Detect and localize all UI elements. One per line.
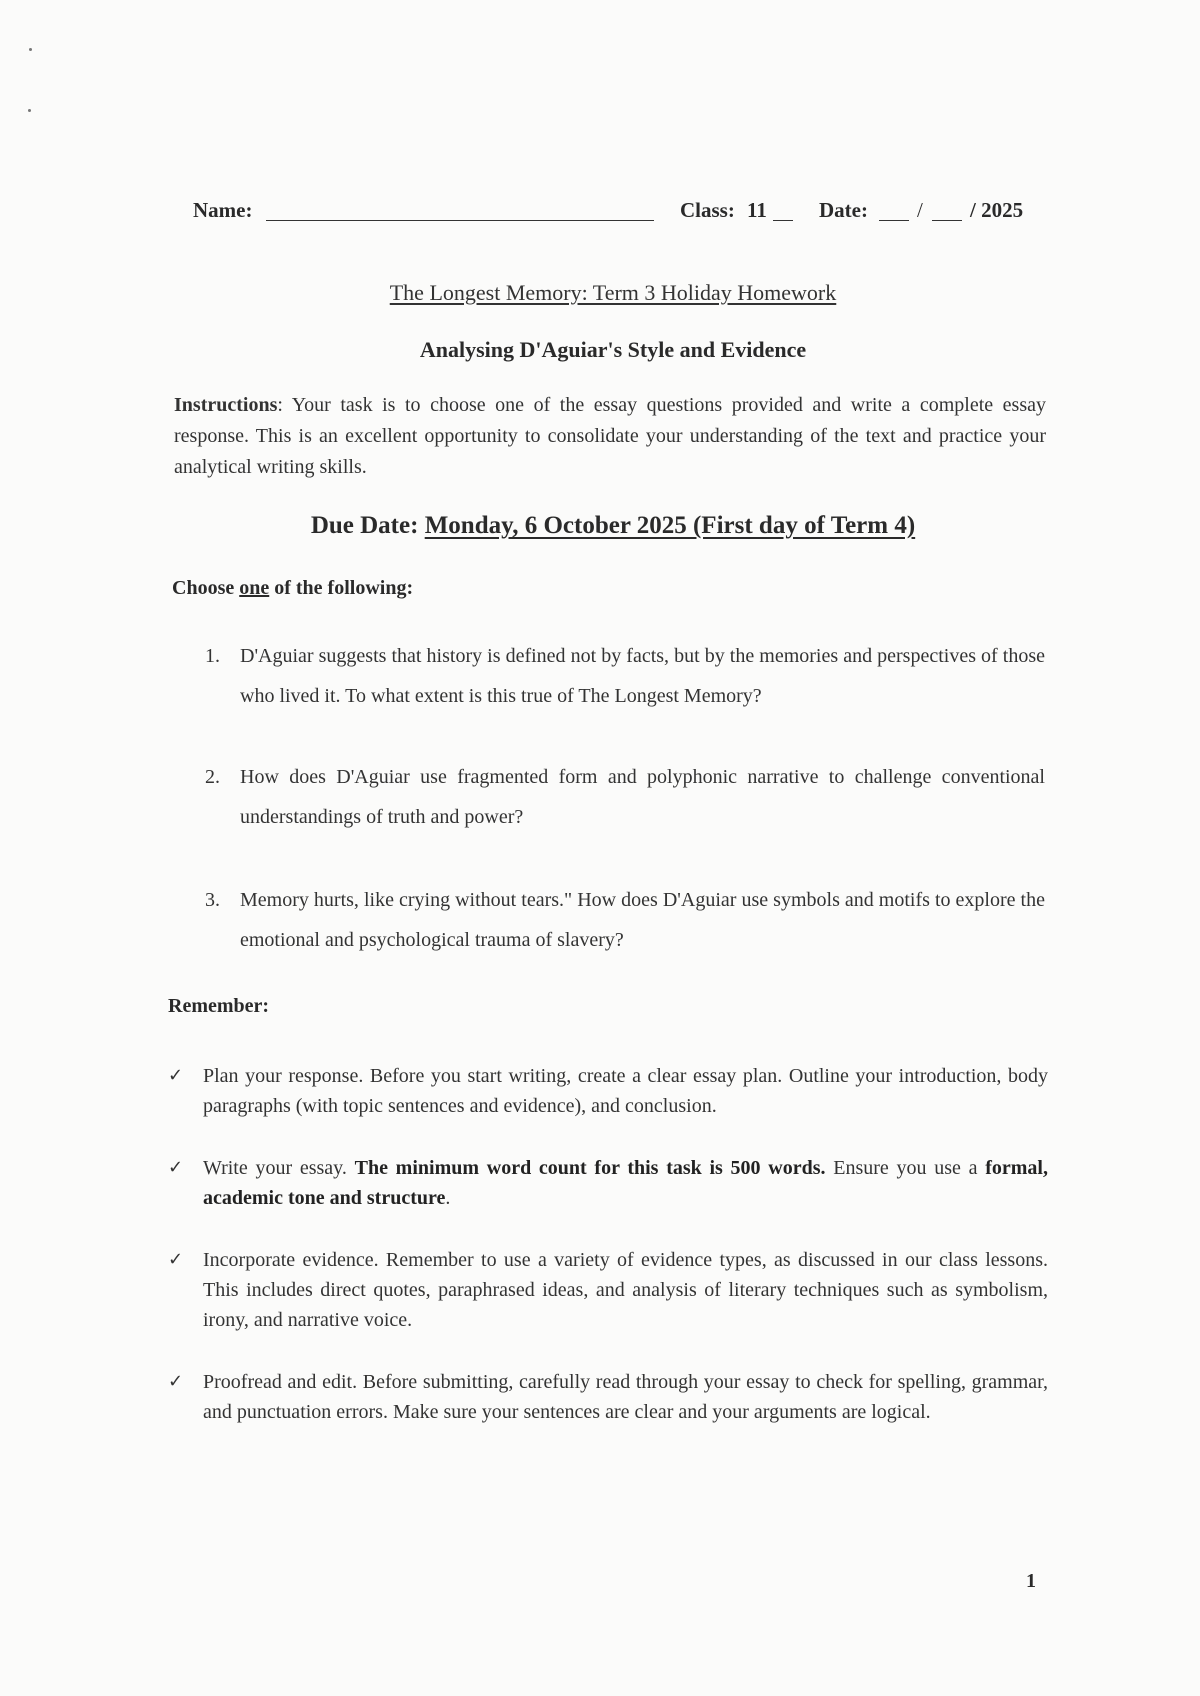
date-month-blank: [932, 220, 962, 221]
question-number: 3.: [205, 889, 220, 911]
instructions-text: : Your task is to choose one of the essay questions provided and write a complete essay response. This is an excellent opportunity to consolidate your understanding of the text and practice your analytical writing skills.: [174, 394, 1046, 478]
tip-text: Write your essay.: [203, 1157, 355, 1179]
tone-requirement: formal, academic tone and structure: [203, 1157, 1048, 1209]
due-date-label: Due Date:: [310, 512, 419, 539]
word-count-requirement: The minimum word count for this task is 500 words.: [354, 1157, 826, 1179]
instructions-label: Instructions: [174, 394, 278, 416]
question-text: D'Aguiar suggests that history is defined not by facts, but by the memories and perspectives of those who lived it. To what extent is this true of The Longest Memory?: [240, 645, 1045, 707]
class-blank-line: [773, 220, 793, 221]
student-info-row: [193, 198, 1033, 230]
due-date-value: Monday, 6 October 2025 (First day of Term 4): [424, 512, 916, 539]
question-number: 2.: [205, 766, 220, 788]
date-day-blank: [879, 220, 909, 221]
document-title: The Longest Memory: Term 3 Holiday Homework: [389, 280, 837, 305]
instructions-paragraph: [174, 390, 1046, 483]
checklist-text: Incorporate evidence. Remember to use a variety of evidence types, as discussed in our class lessons. This includes direct quotes, paraphrased ideas, and analysis of literary techniques such as symbolism, irony, and narrative voice.: [203, 1249, 1048, 1331]
due-date-line: [0, 512, 1200, 540]
checklist-text: [203, 1153, 1048, 1213]
checklist-text: Proofread and edit. Before submitting, carefully read through your essay to check for spelling, grammar, and punctuation errors. Make sure your sentences are clear and your arguments are logical.: [203, 1371, 1048, 1423]
choose-emphasis: one: [239, 577, 270, 599]
name-blank-line: [266, 220, 654, 221]
question-number: 1.: [205, 645, 220, 667]
date-separator: /: [917, 198, 923, 222]
tip-text: Ensure you use a: [825, 1157, 986, 1179]
choose-suffix: of the following:: [274, 577, 414, 599]
checklist-text: Plan your response. Before you start writing, create a clear essay plan. Outline your introduction, body paragraphs (with topic sentences and evidence), and conclusion.: [203, 1065, 1048, 1117]
checkmark-icon: ✓: [168, 1157, 184, 1178]
checkmark-icon: ✓: [168, 1371, 184, 1392]
document-subtitle: Analysing D'Aguiar's Style and Evidence: [419, 337, 807, 362]
question-text: Memory hurts, like crying without tears." How does D'Aguiar use symbols and motifs to explore the emotional and psychological trauma of slavery?: [240, 889, 1045, 951]
question-text: How does D'Aguiar use fragmented form and polyphonic narrative to challenge conventional understandings of truth and power?: [240, 766, 1045, 828]
choose-instruction: [172, 577, 413, 600]
scan-speck: [28, 109, 31, 112]
tip-text: .: [445, 1187, 451, 1209]
page-number: 1: [1026, 1570, 1036, 1592]
scan-speck: [29, 48, 32, 51]
class-value: 11: [747, 198, 767, 222]
date-label: Date:: [819, 198, 868, 222]
choose-prefix: Choose: [172, 577, 235, 599]
class-label: Class:: [680, 198, 735, 222]
checkmark-icon: ✓: [168, 1065, 184, 1086]
name-label: Name:: [193, 198, 253, 222]
remember-heading: Remember:: [168, 995, 270, 1017]
date-year: / 2025: [970, 198, 1024, 222]
checkmark-icon: ✓: [168, 1249, 184, 1270]
